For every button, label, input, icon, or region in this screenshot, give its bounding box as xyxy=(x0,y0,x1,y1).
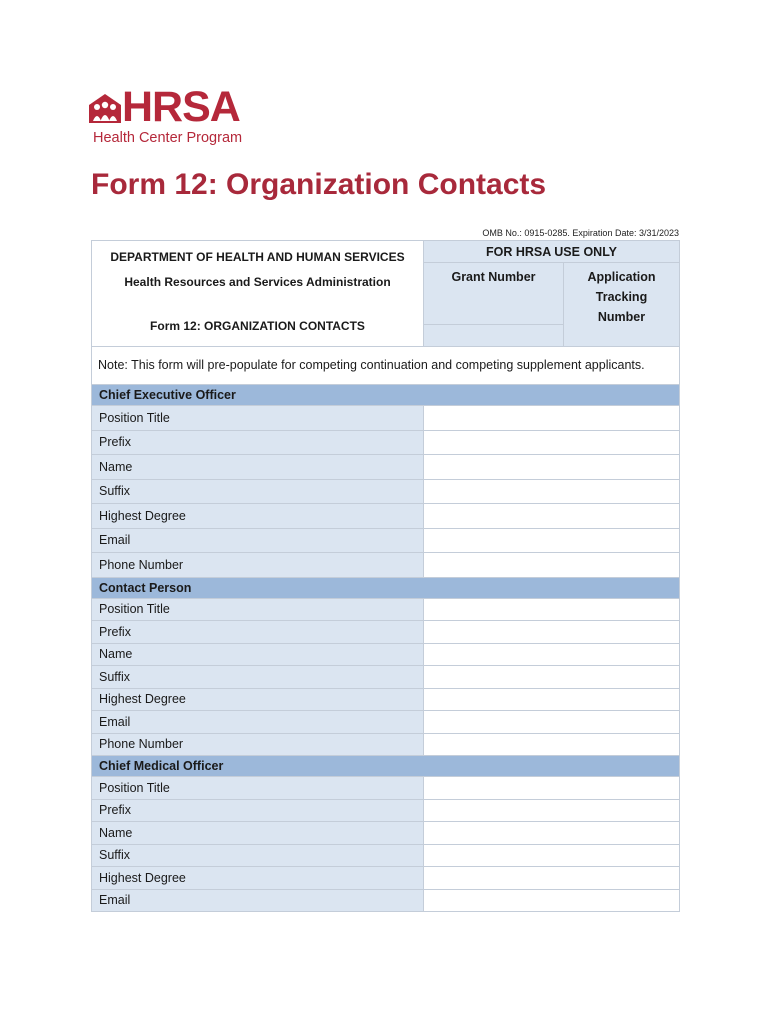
organization-contacts-form xyxy=(91,240,680,912)
field-label: Prefix xyxy=(92,799,424,822)
section-header: Contact Person xyxy=(92,577,680,598)
field-label: Suffix xyxy=(92,479,424,504)
field-label: Email xyxy=(92,528,424,553)
field-value-input[interactable] xyxy=(424,598,680,621)
field-row xyxy=(92,867,680,890)
field-value-input[interactable] xyxy=(424,479,680,504)
hrsa-use-only-header: FOR HRSA USE ONLY xyxy=(424,241,680,263)
field-value-input[interactable] xyxy=(424,528,680,553)
field-value-input[interactable] xyxy=(424,822,680,845)
field-row xyxy=(92,711,680,734)
grant-number-label: Grant Number xyxy=(424,263,564,325)
field-value-input[interactable] xyxy=(424,688,680,711)
field-row xyxy=(92,844,680,867)
field-row xyxy=(92,822,680,845)
field-row xyxy=(92,733,680,756)
field-value-input[interactable] xyxy=(424,406,680,431)
field-value-input[interactable] xyxy=(424,733,680,756)
field-label: Phone Number xyxy=(92,733,424,756)
field-label: Email xyxy=(92,711,424,734)
section-header: Chief Medical Officer xyxy=(92,756,680,777)
field-value-input[interactable] xyxy=(424,777,680,800)
logo-wordmark: HRSA xyxy=(122,83,240,131)
field-row xyxy=(92,455,680,480)
section-header: Chief Executive Officer xyxy=(92,385,680,406)
field-label: Phone Number xyxy=(92,553,424,578)
field-value-input[interactable] xyxy=(424,643,680,666)
field-row xyxy=(92,688,680,711)
field-row xyxy=(92,553,680,578)
field-label: Prefix xyxy=(92,430,424,455)
field-row xyxy=(92,777,680,800)
field-label: Position Title xyxy=(92,777,424,800)
field-value-input[interactable] xyxy=(424,666,680,689)
field-label: Name xyxy=(92,822,424,845)
form-header xyxy=(92,241,424,347)
field-row xyxy=(92,621,680,644)
logo-subtitle: Health Center Program xyxy=(93,130,243,146)
family-house-icon xyxy=(88,92,122,124)
field-label: Highest Degree xyxy=(92,688,424,711)
field-row xyxy=(92,889,680,912)
field-row xyxy=(92,479,680,504)
field-label: Suffix xyxy=(92,666,424,689)
page-title: Form 12: Organization Contacts xyxy=(91,168,547,201)
field-label: Name xyxy=(92,643,424,666)
field-label: Suffix xyxy=(92,844,424,867)
field-row xyxy=(92,504,680,529)
agency-name: Health Resources and Services Administration xyxy=(124,275,391,289)
field-row xyxy=(92,643,680,666)
field-label: Position Title xyxy=(92,406,424,431)
field-row xyxy=(92,598,680,621)
field-value-input[interactable] xyxy=(424,553,680,578)
form-name: Form 12: ORGANIZATION CONTACTS xyxy=(150,319,365,333)
field-row xyxy=(92,799,680,822)
field-label: Position Title xyxy=(92,598,424,621)
field-value-input[interactable] xyxy=(424,799,680,822)
prepopulate-note: Note: This form will pre-populate for competing continuation and competing supplement applicants. xyxy=(92,347,680,385)
field-value-input[interactable] xyxy=(424,621,680,644)
field-value-input[interactable] xyxy=(424,455,680,480)
field-value-input[interactable] xyxy=(424,889,680,912)
field-label: Email xyxy=(92,889,424,912)
field-value-input[interactable] xyxy=(424,844,680,867)
grant-number-value[interactable] xyxy=(424,325,564,347)
field-value-input[interactable] xyxy=(424,430,680,455)
field-value-input[interactable] xyxy=(424,504,680,529)
field-value-input[interactable] xyxy=(424,867,680,890)
tracking-number-label: Application Tracking Number xyxy=(564,263,680,347)
field-row xyxy=(92,430,680,455)
field-row xyxy=(92,406,680,431)
field-value-input[interactable] xyxy=(424,711,680,734)
field-row xyxy=(92,666,680,689)
field-row xyxy=(92,528,680,553)
hrsa-logo xyxy=(88,83,278,152)
omb-notice: OMB No.: 0915-0285. Expiration Date: 3/31/2023 xyxy=(482,228,679,238)
field-label: Highest Degree xyxy=(92,504,424,529)
field-label: Prefix xyxy=(92,621,424,644)
field-label: Highest Degree xyxy=(92,867,424,890)
department-name: DEPARTMENT OF HEALTH AND HUMAN SERVICES xyxy=(110,250,405,264)
field-label: Name xyxy=(92,455,424,480)
